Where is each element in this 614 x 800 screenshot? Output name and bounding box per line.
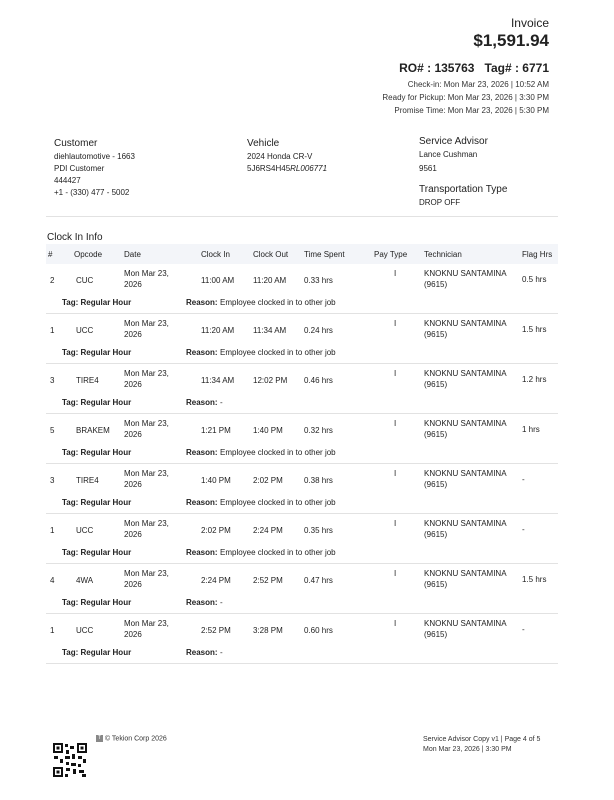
row-pay-type: I — [394, 619, 397, 628]
vehicle-model: 2024 Honda CR-V — [247, 152, 313, 161]
row-tech-name: KNOKNU SANTAMINA — [424, 519, 507, 528]
row-clock-in: 11:20 AM — [201, 326, 235, 335]
table-header — [46, 244, 558, 264]
table-row — [46, 514, 558, 564]
table-row — [46, 364, 558, 414]
th-pay-type: Pay Type — [374, 250, 408, 259]
row-date-line1: Mon Mar 23, — [124, 369, 169, 378]
advisor-id: 9561 — [419, 164, 437, 173]
row-time-spent: 0.47 hrs — [304, 576, 333, 585]
copy-info: Service Advisor Copy v1 | Page 4 of 5 — [423, 736, 541, 743]
row-tag: Tag: Regular Hour — [62, 548, 132, 557]
advisor-title: Service Advisor — [419, 136, 488, 147]
row-clock-out: 2:24 PM — [253, 526, 283, 535]
advisor-name: Lance Cushman — [419, 150, 478, 159]
row-flag-hrs: 1 hrs — [522, 425, 540, 434]
row-opcode: BRAKEM — [76, 426, 110, 435]
row-tag: Tag: Regular Hour — [62, 448, 132, 457]
table-row — [46, 564, 558, 614]
row-clock-out: 11:34 AM — [253, 326, 287, 335]
row-date-line2: 2026 — [124, 280, 142, 289]
row-time-spent: 0.24 hrs — [304, 326, 333, 335]
row-clock-out: 1:40 PM — [253, 426, 283, 435]
checkin-time: Check-in: Mon Mar 23, 2026 | 10:52 AM — [407, 80, 549, 89]
printed-time: Mon Mar 23, 2026 | 3:30 PM — [423, 746, 512, 753]
vehicle-vin — [247, 163, 327, 175]
row-opcode: UCC — [76, 626, 94, 635]
date-lines — [382, 78, 549, 117]
row-clock-in: 2:52 PM — [201, 626, 231, 635]
row-time-spent: 0.38 hrs — [304, 476, 333, 485]
row-num: 3 — [50, 476, 55, 485]
customer-id: 444427 — [54, 176, 81, 185]
row-time-spent: 0.33 hrs — [304, 276, 333, 285]
row-clock-in: 2:24 PM — [201, 576, 231, 585]
row-pay-type: I — [394, 369, 397, 378]
row-tech-name: KNOKNU SANTAMINA — [424, 319, 507, 328]
customer-phone: +1 - (330) 477 - 5002 — [54, 188, 130, 197]
row-clock-in: 2:02 PM — [201, 526, 231, 535]
row-tech-id: (9615) — [424, 430, 448, 439]
row-clock-out: 2:02 PM — [253, 476, 283, 485]
th-clock-out: Clock Out — [253, 250, 289, 259]
table-row — [46, 464, 558, 514]
row-reason-label: Reason: — [186, 498, 218, 507]
row-tech-name: KNOKNU SANTAMINA — [424, 419, 507, 428]
row-reason: Employee clocked in to other job — [220, 548, 336, 557]
row-date-line1: Mon Mar 23, — [124, 569, 169, 578]
row-clock-out: 2:52 PM — [253, 576, 283, 585]
row-reason-label: Reason: — [186, 348, 218, 357]
row-tag: Tag: Regular Hour — [62, 348, 132, 357]
row-date-line2: 2026 — [124, 530, 142, 539]
row-reason-label: Reason: — [186, 298, 218, 307]
row-opcode: 4WA — [76, 576, 94, 585]
ro-label: RO# : — [399, 61, 432, 75]
row-time-spent: 0.32 hrs — [304, 426, 333, 435]
row-flag-hrs: 1.5 hrs — [522, 575, 547, 584]
row-clock-in: 11:34 AM — [201, 376, 235, 385]
row-flag-hrs: - — [522, 475, 525, 484]
row-date-line2: 2026 — [124, 630, 142, 639]
row-date-line1: Mon Mar 23, — [124, 469, 169, 478]
customer-name: diehlautomotive - 1663 — [54, 152, 135, 161]
customer-title: Customer — [54, 138, 98, 149]
row-flag-hrs: 0.5 hrs — [522, 275, 547, 284]
row-flag-hrs: - — [522, 525, 525, 534]
row-tech-name: KNOKNU SANTAMINA — [424, 369, 507, 378]
row-tag: Tag: Regular Hour — [62, 498, 132, 507]
ready-time: Ready for Pickup: Mon Mar 23, 2026 | 3:30 PM — [382, 93, 549, 102]
th-date: Date — [124, 250, 141, 259]
row-tech-id: (9615) — [424, 380, 448, 389]
row-date-line2: 2026 — [124, 380, 142, 389]
row-tech-id: (9615) — [424, 630, 448, 639]
row-date-line1: Mon Mar 23, — [124, 419, 169, 428]
promise-time: Promise Time: Mon Mar 23, 2026 | 5:30 PM — [394, 106, 549, 115]
row-pay-type: I — [394, 469, 397, 478]
row-reason: - — [220, 648, 223, 657]
row-time-spent: 0.46 hrs — [304, 376, 333, 385]
row-reason-label: Reason: — [186, 648, 218, 657]
row-num: 1 — [50, 626, 55, 635]
invoice-title: Invoice — [510, 16, 549, 30]
corp-line — [96, 735, 167, 742]
customer-type: PDI Customer — [54, 164, 105, 173]
transport-value: DROP OFF — [419, 198, 461, 207]
invoice-header — [382, 16, 549, 117]
table-row — [46, 614, 558, 664]
advisor-section — [419, 136, 507, 209]
vehicle-title: Vehicle — [247, 138, 280, 149]
row-num: 5 — [50, 426, 55, 435]
vin-tail: RL006771 — [290, 164, 328, 173]
row-tech-name: KNOKNU SANTAMINA — [424, 269, 507, 278]
row-opcode: TIRE4 — [76, 376, 99, 385]
row-tech-id: (9615) — [424, 580, 448, 589]
row-reason: Employee clocked in to other job — [220, 498, 336, 507]
footer-right — [423, 735, 540, 755]
tekion-logo-icon: T — [97, 735, 102, 741]
row-pay-type: I — [394, 519, 397, 528]
row-clock-out: 11:20 AM — [253, 276, 287, 285]
transport-title: Transportation Type — [419, 184, 508, 195]
row-tech-id: (9615) — [424, 280, 448, 289]
qr-code-icon — [52, 742, 88, 778]
row-tech-name: KNOKNU SANTAMINA — [424, 619, 507, 628]
row-reason: Employee clocked in to other job — [220, 298, 336, 307]
row-reason-label: Reason: — [186, 548, 218, 557]
row-date-line1: Mon Mar 23, — [124, 269, 169, 278]
vin-main: 5J6RS4H45 — [247, 164, 291, 173]
row-tech-id: (9615) — [424, 330, 448, 339]
row-tech-id: (9615) — [424, 480, 448, 489]
corp-text: © Tekion Corp 2026 — [104, 735, 167, 743]
vehicle-section — [247, 138, 327, 175]
row-clock-in: 1:40 PM — [201, 476, 231, 485]
row-reason-label: Reason: — [186, 448, 218, 457]
row-pay-type: I — [394, 319, 397, 328]
row-date-line1: Mon Mar 23, — [124, 619, 169, 628]
row-opcode: CUC — [76, 276, 94, 285]
row-date-line2: 2026 — [124, 330, 142, 339]
row-date-line2: 2026 — [124, 480, 142, 489]
customer-section — [54, 138, 135, 199]
ro-value: 135763 — [434, 61, 475, 75]
row-tech-name: KNOKNU SANTAMINA — [424, 469, 507, 478]
section-divider — [46, 216, 558, 217]
row-tech-name: KNOKNU SANTAMINA — [424, 569, 507, 578]
row-num: 4 — [50, 576, 55, 585]
row-clock-in: 11:00 AM — [201, 276, 235, 285]
row-num: 2 — [50, 276, 55, 285]
table-row — [46, 264, 558, 314]
row-time-spent: 0.60 hrs — [304, 626, 333, 635]
row-tag: Tag: Regular Hour — [62, 298, 132, 307]
row-reason: Employee clocked in to other job — [220, 448, 336, 457]
row-clock-out: 3:28 PM — [253, 626, 283, 635]
row-date-line1: Mon Mar 23, — [124, 319, 169, 328]
row-pay-type: I — [394, 269, 397, 278]
row-tag: Tag: Regular Hour — [62, 398, 132, 407]
row-date-line1: Mon Mar 23, — [124, 519, 169, 528]
row-reason: - — [220, 598, 223, 607]
invoice-amount: $1,591.94 — [473, 31, 549, 50]
row-reason-label: Reason: — [186, 598, 218, 607]
tag-value: 6771 — [522, 61, 549, 75]
row-num: 1 — [50, 526, 55, 535]
row-tag: Tag: Regular Hour — [62, 648, 132, 657]
row-time-spent: 0.35 hrs — [304, 526, 333, 535]
th-time-spent: Time Spent — [304, 250, 345, 259]
row-pay-type: I — [394, 419, 397, 428]
row-opcode: TIRE4 — [76, 476, 99, 485]
th-technician: Technician — [424, 250, 462, 259]
row-clock-in: 1:21 PM — [201, 426, 231, 435]
ro-tag-line — [382, 61, 549, 75]
row-tag: Tag: Regular Hour — [62, 598, 132, 607]
row-reason: - — [220, 398, 223, 407]
row-num: 1 — [50, 326, 55, 335]
table-row — [46, 414, 558, 464]
th-clock-in: Clock In — [201, 250, 230, 259]
row-reason-label: Reason: — [186, 398, 218, 407]
row-date-line2: 2026 — [124, 430, 142, 439]
row-date-line2: 2026 — [124, 580, 142, 589]
table-row — [46, 314, 558, 364]
row-clock-out: 12:02 PM — [253, 376, 288, 385]
row-flag-hrs: - — [522, 625, 525, 634]
tag-label: Tag# : — [484, 61, 519, 75]
th-num: # — [48, 250, 53, 259]
clock-in-title: Clock In Info — [47, 232, 103, 243]
row-pay-type: I — [394, 569, 397, 578]
row-opcode: UCC — [76, 526, 94, 535]
th-flag-hrs: Flag Hrs — [522, 250, 553, 259]
row-opcode: UCC — [76, 326, 94, 335]
th-opcode: Opcode — [74, 250, 103, 259]
row-flag-hrs: 1.2 hrs — [522, 375, 547, 384]
row-reason: Employee clocked in to other job — [220, 348, 336, 357]
row-num: 3 — [50, 376, 55, 385]
row-tech-id: (9615) — [424, 530, 448, 539]
row-flag-hrs: 1.5 hrs — [522, 325, 547, 334]
